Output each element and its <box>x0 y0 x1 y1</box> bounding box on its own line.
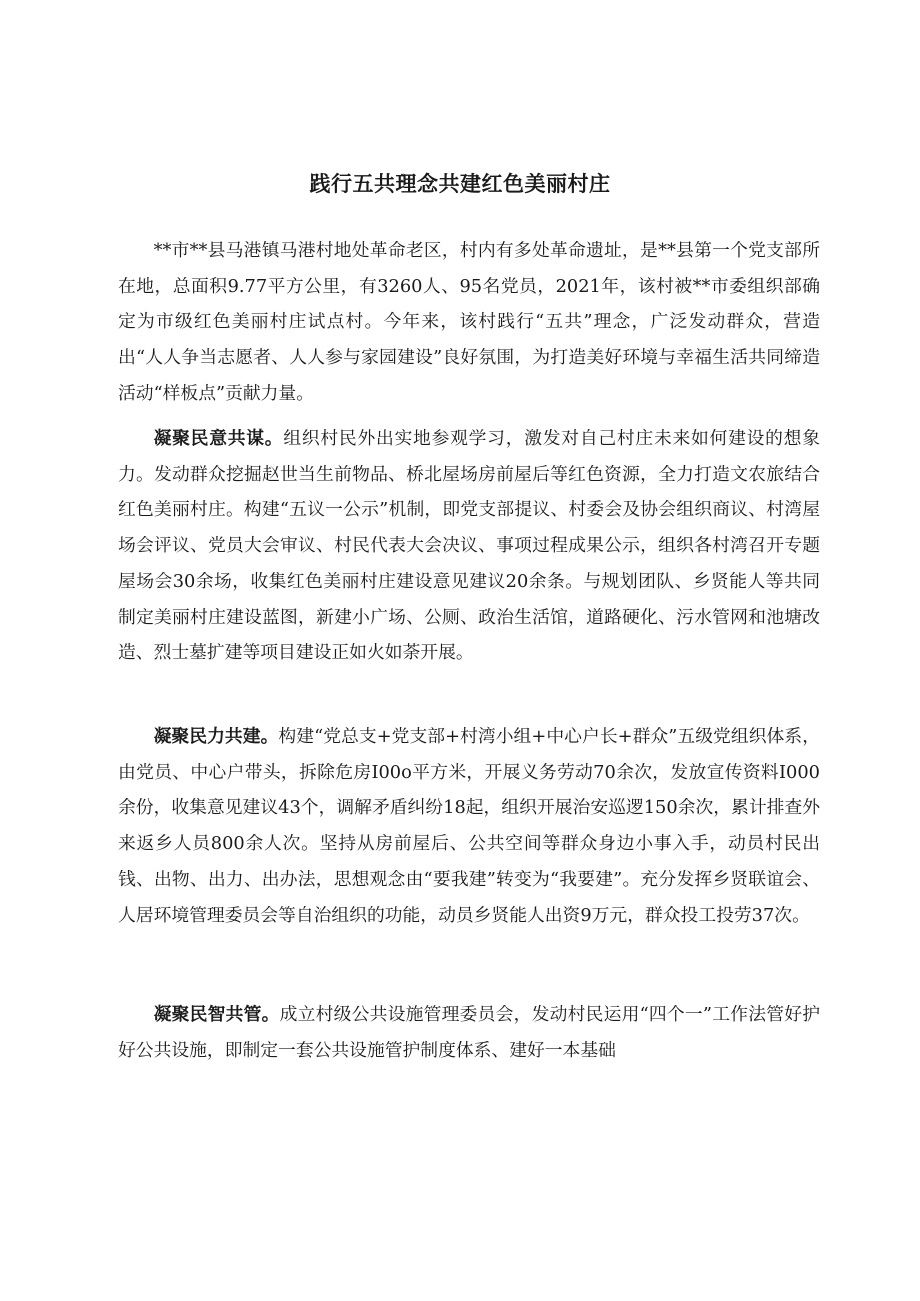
paragraph-body-text: 组织村民外出实地参观学习，激发对自己村庄未来如何建设的想象力。发动群众挖掘赵世当生前物品、桥北屋场房前屋后等红色资源，全力打造文农旅结合红色美丽村庄。构建“五议一公示”机制，即党支部提议、村委会及协会组织商议、村湾屋场会评议、党员大会审议、村民代表大会决议、事项过程成果公示，组织各村湾召开专题屋场会30余场，收集红色美丽村庄建设意见建议20余条。与规划团队、乡贤能人等共同制定美丽村庄建设蓝图，新建小广场、公厕、政治生活馆，道路硬化、污水管网和池塘改造、烈士墓扩建等项目建设正如火如荼开展。 <box>118 428 820 664</box>
paragraph-lead-heading: 凝聚民意共谋。 <box>153 428 284 449</box>
paragraph-lead-heading: 凝聚民力共建。 <box>153 726 279 747</box>
paragraph-public-opinion <box>118 421 820 671</box>
paragraph-intro-text: **市**县马港镇马港村地处革命老区，村内有多处革命遗址，是**县第一个党支部所在地，总面积9.77平方公里，有3260人、95名党员，2021年，该村被**市委组织部确定为市级红色美丽村庄试点村。今年来，该村践行“五共”理念，广泛发动群众，营造出“人人争当志愿者、人人参与家园建设”良好氛围，为打造美好环境与幸福生活共同缔造活动“样板点”贡献力量。 <box>118 240 820 404</box>
paragraph-intro <box>118 233 820 412</box>
paragraph-lead-heading: 凝聚民智共管。 <box>153 1004 280 1025</box>
paragraph-public-wisdom <box>118 997 820 1068</box>
paragraph-body-text: 成立村级公共设施管理委员会，发动村民运用“四个一”工作法管好护好公共设施，即制定一套公共设施管护制度体系、建好一本基础 <box>118 1004 820 1061</box>
paragraph-body-text: 构建“党总支+党支部+村湾小组+中心户长+群众”五级党组织体系，由党员、中心户带头，拆除危房I00o平方米，开展义务劳动70余次，发放宣传资料I000余份，收集意见建议43个，调解矛盾纠纷18起，组织开展治安巡逻150余次，累计排查外来返乡人员800余人次。坚持从房前屋后、公共空间等群众身边小事入手，动员村民出钱、出物、出力、出办法，思想观念由“要我建”转变为“我要建”。充分发挥乡贤联谊会、人居环境管理委员会等自治组织的功能，动员乡贤能人出资9万元，群众投工投劳37次。 <box>118 726 820 926</box>
paragraph-public-effort <box>118 719 820 933</box>
document-title: 践行五共理念共建红色美丽村庄 <box>309 172 611 196</box>
